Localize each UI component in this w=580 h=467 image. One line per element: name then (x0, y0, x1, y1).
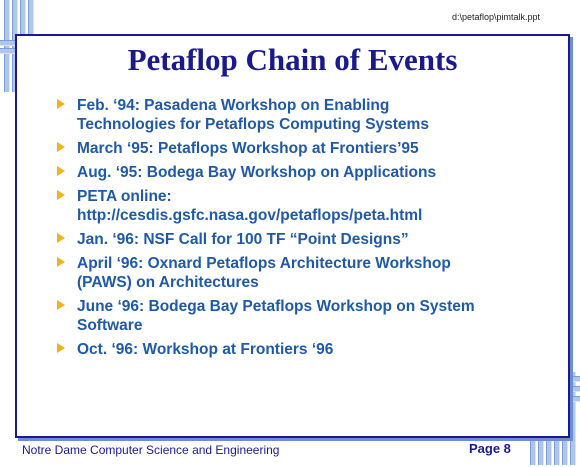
event-list-item (53, 297, 553, 335)
bullet-arrow-icon (57, 190, 65, 200)
slide-frame (15, 34, 570, 438)
event-text-line: http://cesdis.gsfc.nasa.gov/petaflops/peta.html (77, 207, 423, 224)
event-text-line: (PAWS) on Architectures (77, 274, 259, 291)
event-text-line: Software (77, 317, 143, 334)
bullet-arrow-icon (57, 99, 65, 109)
slide-title: Petaflop Chain of Events (127, 42, 458, 77)
event-list-item (53, 96, 553, 134)
event-text-line: PETA online: (77, 188, 172, 205)
event-list-item (53, 163, 553, 182)
bullet-arrow-icon (57, 233, 65, 243)
event-text-line: Aug. ‘95: Bodega Bay Workshop on Applications (77, 164, 437, 181)
page-number: Page 8 (469, 441, 511, 456)
event-list (53, 96, 553, 364)
event-list-item (53, 230, 553, 249)
bullet-arrow-icon (57, 300, 65, 310)
bullet-arrow-icon (57, 166, 65, 176)
file-path-label: d:\petaflop\pimtalk.ppt (452, 12, 541, 22)
event-text-line: Technologies for Petaflops Computing Systems (77, 116, 429, 133)
event-text-line: June ‘96: Bodega Bay Petaflops Workshop on System (77, 298, 475, 315)
event-list-item (53, 254, 553, 292)
bullet-arrow-icon (57, 142, 65, 152)
event-list-item (53, 187, 553, 225)
event-text-line: March ‘95: Petaflops Workshop at Frontiers’95 (77, 140, 419, 157)
event-list-item (53, 340, 553, 359)
event-text-line: Feb. ‘94: Pasadena Workshop on Enabling (77, 97, 390, 114)
bullet-arrow-icon (57, 343, 65, 353)
footer-organization: Notre Dame Computer Science and Engineering (22, 443, 280, 457)
bullet-arrow-icon (57, 257, 65, 267)
event-text-line: Jan. ‘96: NSF Call for 100 TF “Point Designs” (77, 231, 409, 248)
event-text-line: Oct. ‘96: Workshop at Frontiers ‘96 (77, 341, 334, 358)
event-list-item (53, 139, 553, 158)
event-text-line: April ‘96: Oxnard Petaflops Architecture Workshop (77, 255, 451, 272)
